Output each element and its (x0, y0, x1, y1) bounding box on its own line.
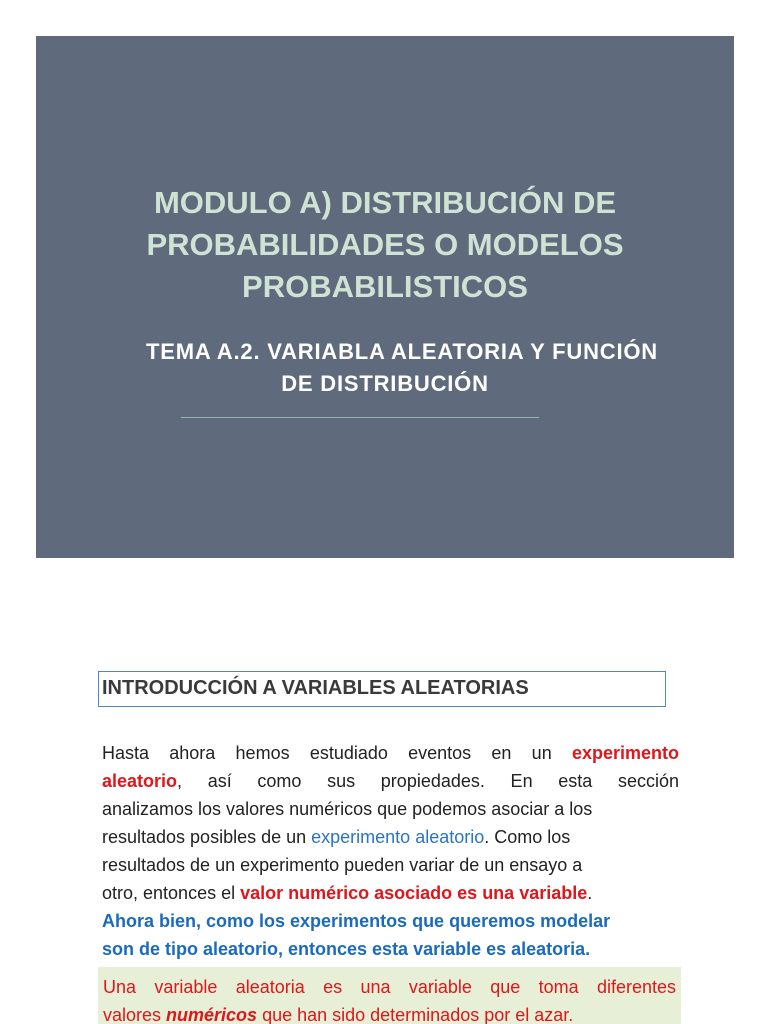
highlight-experimento: experimento (571, 743, 679, 763)
module-title (36, 182, 734, 308)
module-title-line-1: MODULO A) DISTRIBUCIÓN DE (153, 185, 617, 220)
definition-line-2 (103, 1001, 676, 1024)
paragraph-line-7: Ahora bien, como los experimentos que queremos modelar (102, 911, 611, 931)
paragraph-line-5: resultados de un experimento pueden variar de un ensayo a (102, 855, 583, 875)
section-heading-box (98, 671, 666, 707)
paragraph-text: resultados posibles de un (102, 827, 312, 847)
paragraph-line-4 (102, 823, 679, 851)
topic-subtitle-line-2: DE DISTRIBUCIÓN (281, 371, 489, 396)
topic-subtitle-line-1: TEMA A.2. VARIABLA ALEATORIA Y FUNCIÓN (146, 339, 658, 364)
section-heading: INTRODUCCIÓN A VARIABLES ALEATORIAS (102, 677, 529, 699)
module-title-line-2: PROBABILIDADES O MODELOS (146, 227, 624, 262)
highlight-numericos: numéricos (166, 1005, 258, 1024)
paragraph-line-8: son de tipo aleatorio, entonces esta variable es aleatoria. (102, 939, 591, 959)
paragraph-text: . Como los (484, 827, 571, 847)
banner-divider (181, 417, 539, 418)
definition-text (103, 973, 676, 1024)
paragraph-text: , así como sus propiedades. En esta sección (177, 771, 679, 791)
definition-text-part: valores (103, 1005, 167, 1024)
module-title-line-3: PROBABILISTICOS (242, 269, 528, 304)
highlight-experimento-aleatorio: experimento aleatorio (311, 827, 485, 847)
highlight-aleatorio: aleatorio (102, 771, 178, 791)
paragraph-line-6 (102, 879, 679, 907)
definition-text-part: que han sido determinados por el azar. (257, 1005, 574, 1024)
paragraph-text: otro, entonces el (102, 883, 241, 903)
paragraph-line-2 (102, 767, 679, 795)
paragraph-text: Hasta ahora hemos estudiado eventos en un (102, 743, 572, 763)
paragraph-line-1 (102, 739, 679, 767)
topic-subtitle (36, 336, 734, 400)
highlight-valor-numerico: valor numérico asociado es una variable (240, 883, 588, 903)
definition-box (98, 967, 681, 1024)
intro-paragraph (102, 739, 679, 963)
definition-line-1: Una variable aleatoria es una variable que toma diferentes (103, 977, 676, 997)
paragraph-text: . (587, 883, 593, 903)
title-banner (36, 36, 734, 558)
paragraph-line-3: analizamos los valores numéricos que podemos asociar a los (102, 799, 593, 819)
